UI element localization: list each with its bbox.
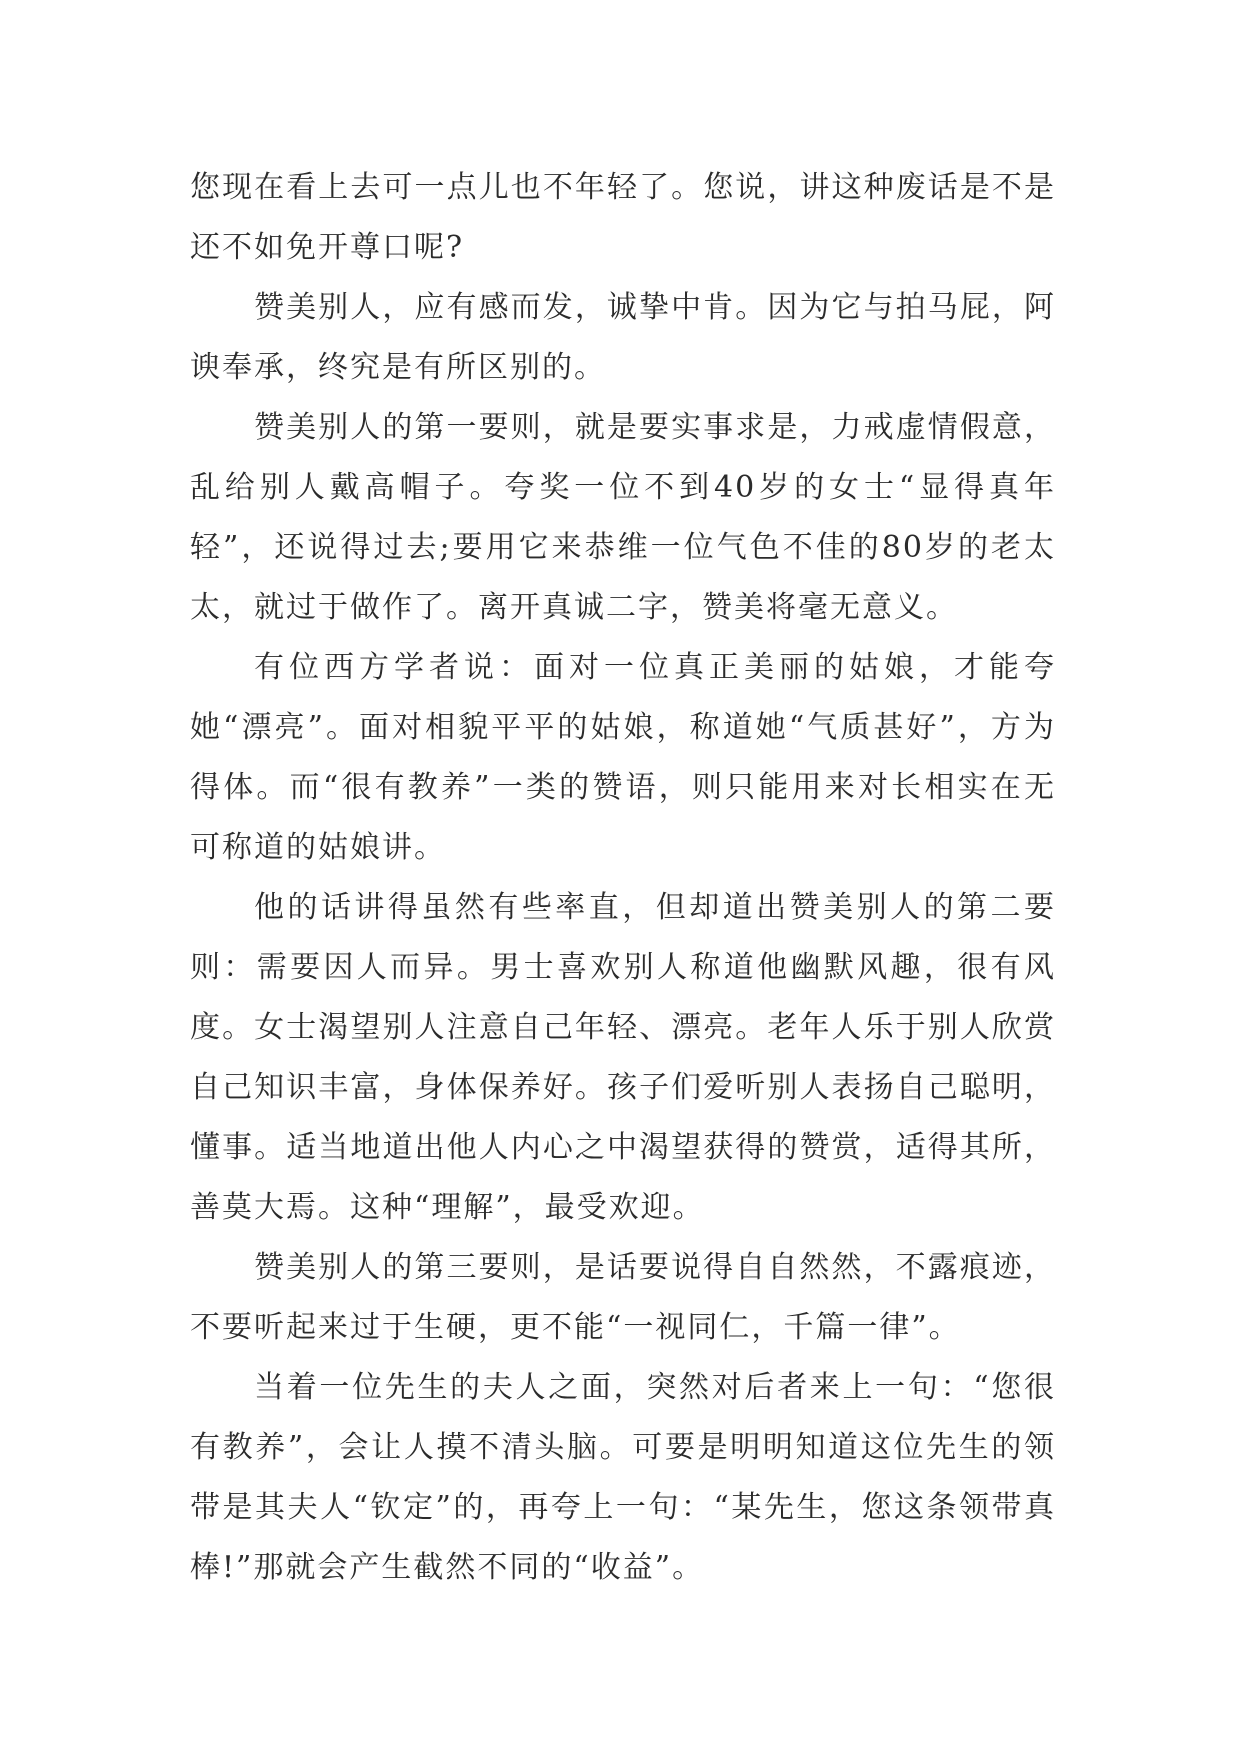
paragraph-3: 赞美别人的第一要则，就是要实事求是，力戒虚情假意，乱给别人戴高帽子。夸奖一位不到40岁的女士“显得真年轻”，还说得过去;要用它来恭维一位气色不佳的80岁的老太太，就过于做作了。离开真诚二字，赞美将毫无意义。 (190, 410, 1056, 625)
document-body (190, 158, 1056, 1598)
paragraph-4: 有位西方学者说：面对一位真正美丽的姑娘，才能夸她“漂亮”。面对相貌平平的姑娘，称道她“气质甚好”，方为得体。而“很有教养”一类的赞语，则只能用来对长相实在无可称道的姑娘讲。 (190, 650, 1056, 865)
paragraph-6: 赞美别人的第三要则，是话要说得自自然然，不露痕迹，不要听起来过于生硬，更不能“一视同仁，千篇一律”。 (190, 1250, 1056, 1345)
paragraph-1: 您现在看上去可一点儿也不年轻了。您说，讲这种废话是不是还不如免开尊口呢? (190, 170, 1056, 265)
paragraph-7: 当着一位先生的夫人之面，突然对后者来上一句：“您很有教养”，会让人摸不清头脑。可要是明明知道这位先生的领带是其夫人“钦定”的，再夸上一句：“某先生，您这条领带真棒!”那就会产生截然不同的“收益”。 (190, 1370, 1056, 1585)
paragraph-5: 他的话讲得虽然有些率直，但却道出赞美别人的第二要则：需要因人而异。男士喜欢别人称道他幽默风趣，很有风度。女士渴望别人注意自己年轻、漂亮。老年人乐于别人欣赏自己知识丰富，身体保养好。孩子们爱听别人表扬自己聪明，懂事。适当地道出他人内心之中渴望获得的赞赏，适得其所，善莫大焉。这种“理解”，最受欢迎。 (190, 890, 1056, 1225)
paragraph-2: 赞美别人，应有感而发，诚挚中肯。因为它与拍马屁，阿谀奉承，终究是有所区别的。 (190, 290, 1056, 385)
